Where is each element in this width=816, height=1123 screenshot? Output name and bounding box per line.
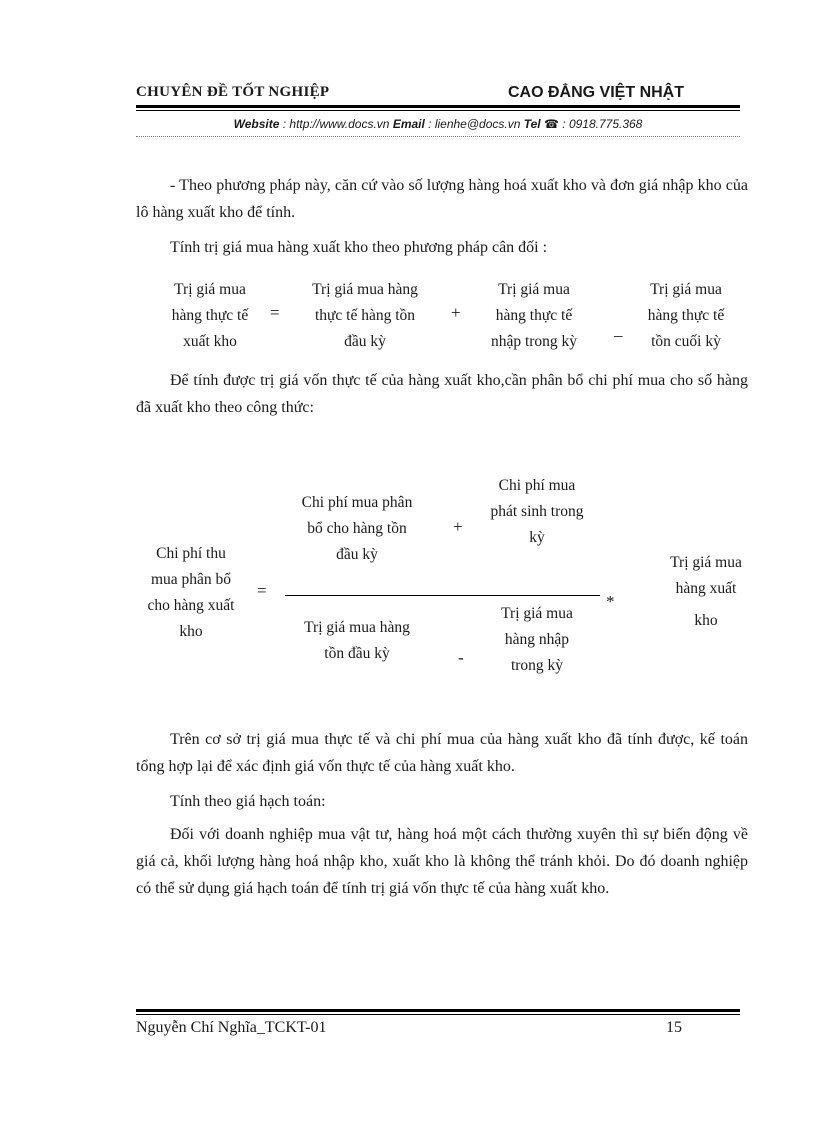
- formula2-rhs: Trị giá mua hàng xuất kho: [670, 554, 742, 629]
- formula1-minus: _: [614, 320, 623, 339]
- page-number: 15: [666, 1019, 682, 1036]
- website-label: Website: [233, 117, 280, 131]
- formula2-multiply: *: [606, 592, 615, 611]
- phone-icon: ☎: [543, 117, 559, 131]
- formula2-numerator-b: Chi phí mua phát sinh trong kỳ: [490, 477, 584, 546]
- formula2-denominator-b: Trị giá mua hàng nhập trong kỳ: [501, 605, 573, 674]
- header-contact-line: [136, 117, 740, 131]
- formula1-term-export: Trị giá mua hàng thực tế xuất kho: [171, 281, 249, 350]
- email-label: Email: [392, 117, 425, 131]
- formula2-minus: -: [458, 648, 464, 667]
- header-rule-thick: [136, 105, 740, 108]
- paragraph-method: - Theo phương pháp này, căn cứ vào số lượng hàng hoá xuất kho và đơn giá nhập kho của lô hàng xuất kho để tính.: [136, 177, 748, 221]
- header-rule-thin: [136, 110, 740, 111]
- paragraph-balance-method: Tính trị giá mua hàng xuất kho theo phương pháp cân đối :: [170, 239, 548, 256]
- paragraph-allocation: Để tính được trị giá vốn thực tế của hàng xuất kho,cần phân bổ chi phí mua cho số hàng đã xuất kho theo công thức:: [136, 372, 748, 416]
- formula2-denominator-a: Trị giá mua hàng tồn đầu kỳ: [304, 619, 410, 662]
- footer-rule-thin: [136, 1014, 740, 1015]
- formula1-term-opening: Trị giá mua hàng thực tế hàng tồn đầu kỳ: [312, 281, 418, 350]
- website-value: : http://www.docs.vn: [279, 117, 393, 131]
- formula2-numerator-a: Chi phí mua phân bổ cho hàng tồn đầu kỳ: [301, 494, 413, 563]
- paragraph-enterprise: Đối với doanh nghiệp mua vật tư, hàng hoá một cách thường xuyên thì sự biến động về giá cả, khối lượng hàng hoá nhập kho, xuất kho là không thể tránh khỏi. Do đó doanh nghiệp có thể sử dụng giá hạch toán để tính trị giá vốn thực tế của hàng xuất kho.: [136, 826, 748, 897]
- formula1-equals: =: [270, 303, 280, 322]
- formula1-plus: +: [451, 303, 461, 322]
- formula1-term-import: Trị giá mua hàng thực tế nhập trong kỳ: [490, 281, 578, 350]
- paragraph-basis: Trên cơ sở trị giá mua thực tế và chi phí mua của hàng xuất kho đã tính được, kế toán tổng hợp lại để xác định giá vốn thực tế của hàng xuất kho.: [136, 731, 748, 775]
- formula2-plus: +: [453, 517, 463, 536]
- fraction-bar: [285, 595, 600, 596]
- formula2-lhs: Chi phí thu mua phân bổ cho hàng xuất kho: [147, 545, 235, 640]
- email-value: : lienhe@docs.vn: [424, 117, 524, 131]
- footer-author: Nguyễn Chí Nghĩa_TCKT-01: [136, 1019, 327, 1036]
- header-title-right: CAO ĐẲNG VIỆT NHẬT: [508, 84, 684, 101]
- tel-label: Tel: [523, 117, 541, 131]
- formula1-term-closing: Trị giá mua hàng thực tế tồn cuối kỳ: [647, 281, 725, 350]
- formula2-equals: =: [257, 581, 267, 600]
- tel-value: : 0918.775.368: [558, 117, 643, 131]
- header-title-left: CHUYÊN ĐỀ TỐT NGHIỆP: [136, 84, 330, 100]
- header-dotted-rule: [136, 136, 740, 137]
- footer-rule-thick: [136, 1009, 740, 1012]
- paragraph-accounting-price: Tính theo giá hạch toán:: [170, 793, 326, 810]
